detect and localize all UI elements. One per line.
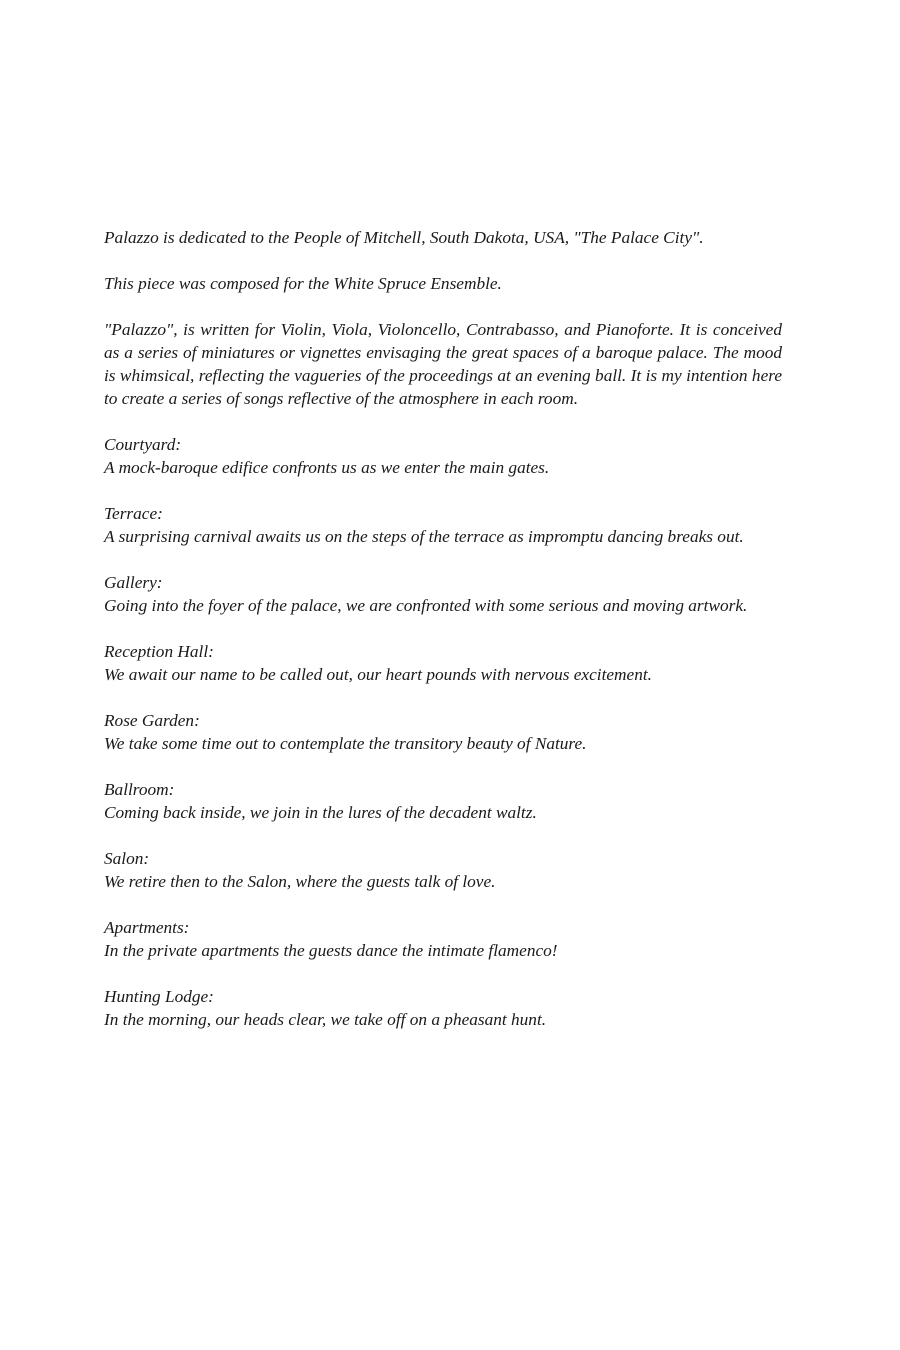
program-notes bbox=[104, 226, 782, 1054]
movement-description: We await our name to be called out, our heart pounds with nervous excitement. bbox=[104, 665, 652, 684]
movement-title: Courtyard: bbox=[104, 435, 182, 454]
movement-ballroom bbox=[104, 778, 782, 824]
movement-title: Terrace: bbox=[104, 504, 163, 523]
movement-apartments bbox=[104, 916, 782, 962]
movement-description: Coming back inside, we join in the lures of the decadent waltz. bbox=[104, 803, 537, 822]
movement-description: In the morning, our heads clear, we take off on a pheasant hunt. bbox=[104, 1010, 547, 1029]
movement-description: A surprising carnival awaits us on the steps of the terrace as impromptu dancing breaks out. bbox=[104, 527, 744, 546]
movement-title: Hunting Lodge: bbox=[104, 987, 214, 1006]
movement-title: Gallery: bbox=[104, 573, 163, 592]
movement-gallery bbox=[104, 571, 782, 617]
piece-description: "Palazzo", is written for Violin, Viola, Violoncello, Contrabasso, and Pianoforte. It is conceived as a series of miniatures or vignettes envisaging the great spaces of a baroque palace. The mood is whimsical, reflecting the vagueries of the proceedings at an evening ball. It is my intention here to create a series of songs reflective of the atmosphere in each room. bbox=[104, 320, 782, 408]
movement-title: Rose Garden: bbox=[104, 711, 200, 730]
movement-courtyard bbox=[104, 433, 782, 479]
movement-title: Apartments: bbox=[104, 918, 190, 937]
composed-for-text: This piece was composed for the White Spruce Ensemble. bbox=[104, 274, 502, 293]
movement-terrace bbox=[104, 502, 782, 548]
dedication-text: Palazzo is dedicated to the People of Mitchell, South Dakota, USA, "The Palace City". bbox=[104, 228, 704, 247]
movement-rose-garden bbox=[104, 709, 782, 755]
movement-hunting-lodge bbox=[104, 985, 782, 1031]
movement-description: We take some time out to contemplate the transitory beauty of Nature. bbox=[104, 734, 587, 753]
movement-reception-hall bbox=[104, 640, 782, 686]
movement-title: Reception Hall: bbox=[104, 642, 214, 661]
movement-description: Going into the foyer of the palace, we are confronted with some serious and moving artwork. bbox=[104, 596, 748, 615]
movement-title: Salon: bbox=[104, 849, 150, 868]
movement-description: A mock-baroque edifice confronts us as we enter the main gates. bbox=[104, 458, 550, 477]
movement-description: In the private apartments the guests dance the intimate flamenco! bbox=[104, 941, 558, 960]
movement-title: Ballroom: bbox=[104, 780, 175, 799]
movement-description: We retire then to the Salon, where the guests talk of love. bbox=[104, 872, 496, 891]
movement-salon bbox=[104, 847, 782, 893]
